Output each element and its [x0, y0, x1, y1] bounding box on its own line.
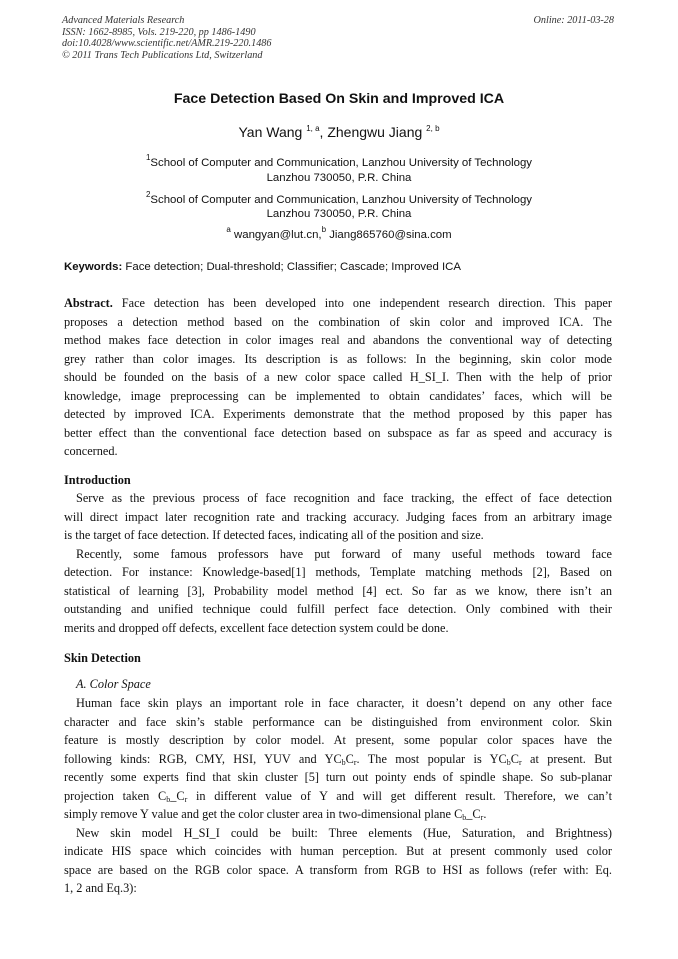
affiliation-1-address: Lanzhou 730050, P.R. China: [266, 172, 412, 184]
author-name: Yan Wang: [238, 124, 303, 140]
keywords-label: Keywords:: [64, 261, 123, 273]
abstract-line: concerned.: [64, 444, 118, 458]
journal-header: [62, 15, 271, 61]
abstract-line: grey rather than color images. Its description is as follows: In the beginning, skin color mode: [64, 351, 612, 366]
keywords: [64, 261, 461, 273]
affiliation-text: School of Computer and Communication, Lanzhou University of Technology: [150, 194, 533, 206]
introduction-body: [64, 489, 612, 637]
abstract-line: knowledge, image preprocessing can be implemented to obtain candidates’ faces, which will be: [64, 388, 612, 403]
affiliation-2-address: Lanzhou 730050, P.R. China: [266, 208, 412, 220]
email-link[interactable]: Jiang865760@sina.com: [329, 229, 452, 241]
journal-issn: ISSN: 1662-8985, Vols. 219-220, pp 1486-1490: [62, 26, 256, 38]
abstract-line: Abstract. Face detection has been developed into one independent research direction. This paper: [64, 296, 612, 310]
online-date: Online: 2011-03-28: [533, 15, 614, 26]
paper-title: Face Detection Based On Skin and Improved ICA: [173, 91, 505, 107]
color-space-body: [64, 694, 612, 898]
abstract-label: Abstract.: [64, 296, 113, 310]
affiliation-text: School of Computer and Communication, Lanzhou University of Technology: [150, 157, 533, 169]
paragraph-line: will direct impact later recognition rate and tracking accuracy. Judging faces from an arbitrary image: [64, 509, 612, 524]
paragraph-line: following kinds: RGB, CMY, HSI, YUV and $YC_bC_r$. The most popular is $YC_bC_r$ at present. But: [64, 751, 613, 767]
paragraph-line: Human face skin plays an important role in face character, it doesn’t depend on any other face: [76, 696, 612, 710]
subsection-heading-color-space: A. Color Space: [76, 677, 151, 691]
section-heading-skin-detection: Skin Detection: [64, 651, 141, 665]
abstract-line: proposes a detection method based on the combination of skin color and improved ICA. The: [64, 314, 612, 329]
paragraph-line: Recently, some famous professors have put forward of many useful methods toward face: [76, 546, 612, 561]
keywords-text: Face detection; Dual-threshold; Classifier; Cascade; Improved ICA: [125, 261, 461, 273]
affiliation-1: [0, 153, 678, 169]
abstract-line: better effect than the conventional face detection based on subspace as far as speed and accuracy is: [64, 425, 612, 440]
email-link[interactable]: wangyan@lut.cn,: [234, 229, 322, 241]
journal-name: Advanced Materials Research: [62, 15, 185, 26]
paragraph-line: projection taken $C_b\_C_r$ in different value of Y and will get different result. Therefore, we can’t: [64, 788, 612, 804]
paragraph-line: outstanding and unified technique could fulfill perfect face detection. Only combined with their: [64, 602, 612, 616]
paragraph-line: merits and dropped off defects, excellent face detection system could be done.: [64, 620, 449, 635]
email-mark: a: [226, 225, 231, 234]
section-heading-introduction: Introduction: [64, 473, 131, 487]
paragraph-line: 1, 2 and Eq.3):: [64, 881, 137, 895]
journal-copyright: © 2011 Trans Tech Publications Ltd, Switzerland: [62, 49, 263, 61]
abstract-line: detected by improved ICA. Experiments demonstrate that the method proposed by this paper has: [64, 407, 612, 421]
paragraph-line: Serve as the previous process of face recognition and face tracking, the effect of face detection: [76, 491, 612, 505]
paragraph-line: is the target of face detection. If detected faces, indicating all of the position and size.: [64, 528, 484, 542]
author-separator: ,: [319, 124, 324, 140]
author-list: [0, 124, 678, 140]
email-mark: b: [321, 225, 327, 234]
paragraph-line: recently some experts find that skin cluster [5] turn out pointy ends of spindle shape. So sub-planar: [64, 770, 612, 784]
paragraph-line: New skin model H_SI_I could be built: Three elements (Hue, Saturation, and Brightness): [76, 825, 612, 840]
abstract-line: should be founded on the basis of a new color space called H_SI_I. Then with the help of prior: [64, 370, 612, 384]
paragraph-line: space are based on the RGB color space. A transform from RGB to HSI as follows (refer with: Eq.: [64, 862, 612, 877]
paragraph-line: character and face skin’s stable performance can be distinguished from environment color. Skin: [64, 714, 612, 729]
affiliation-2: [0, 190, 678, 206]
paragraph-line: detection. For instance: Knowledge-based[1] methods, Template matching methods [2], Based on: [64, 565, 612, 579]
paragraph-line: simply remove Y value and get the color cluster area in two-dimensional plane $C_b\_C_r$.: [64, 807, 487, 822]
paragraph-line: indicate HIS space which coincides with human perception. But at present commonly used color: [64, 844, 612, 858]
author-emails: [0, 225, 678, 241]
author-affiliation-mark: 2, b: [426, 124, 440, 133]
author-name: Zhengwu Jiang: [327, 124, 423, 140]
author-affiliation-mark: 1, a: [306, 124, 320, 133]
abstract-line: method makes face detection in color images real and abandons the conventional way of detecting: [64, 333, 612, 347]
affiliation-mark: 2: [145, 190, 151, 199]
journal-doi: doi:10.4028/www.scientific.net/AMR.219-220.1486: [62, 38, 272, 50]
affiliation-mark: 1: [145, 153, 151, 162]
paragraph-line: statistical of learning [3], Probability model method [4] ect. So far as we know, there isn’t an: [64, 583, 612, 598]
paragraph-line: feature is mostly description by color model. At present, some popular color spaces have the: [64, 733, 612, 747]
abstract: [64, 294, 612, 461]
